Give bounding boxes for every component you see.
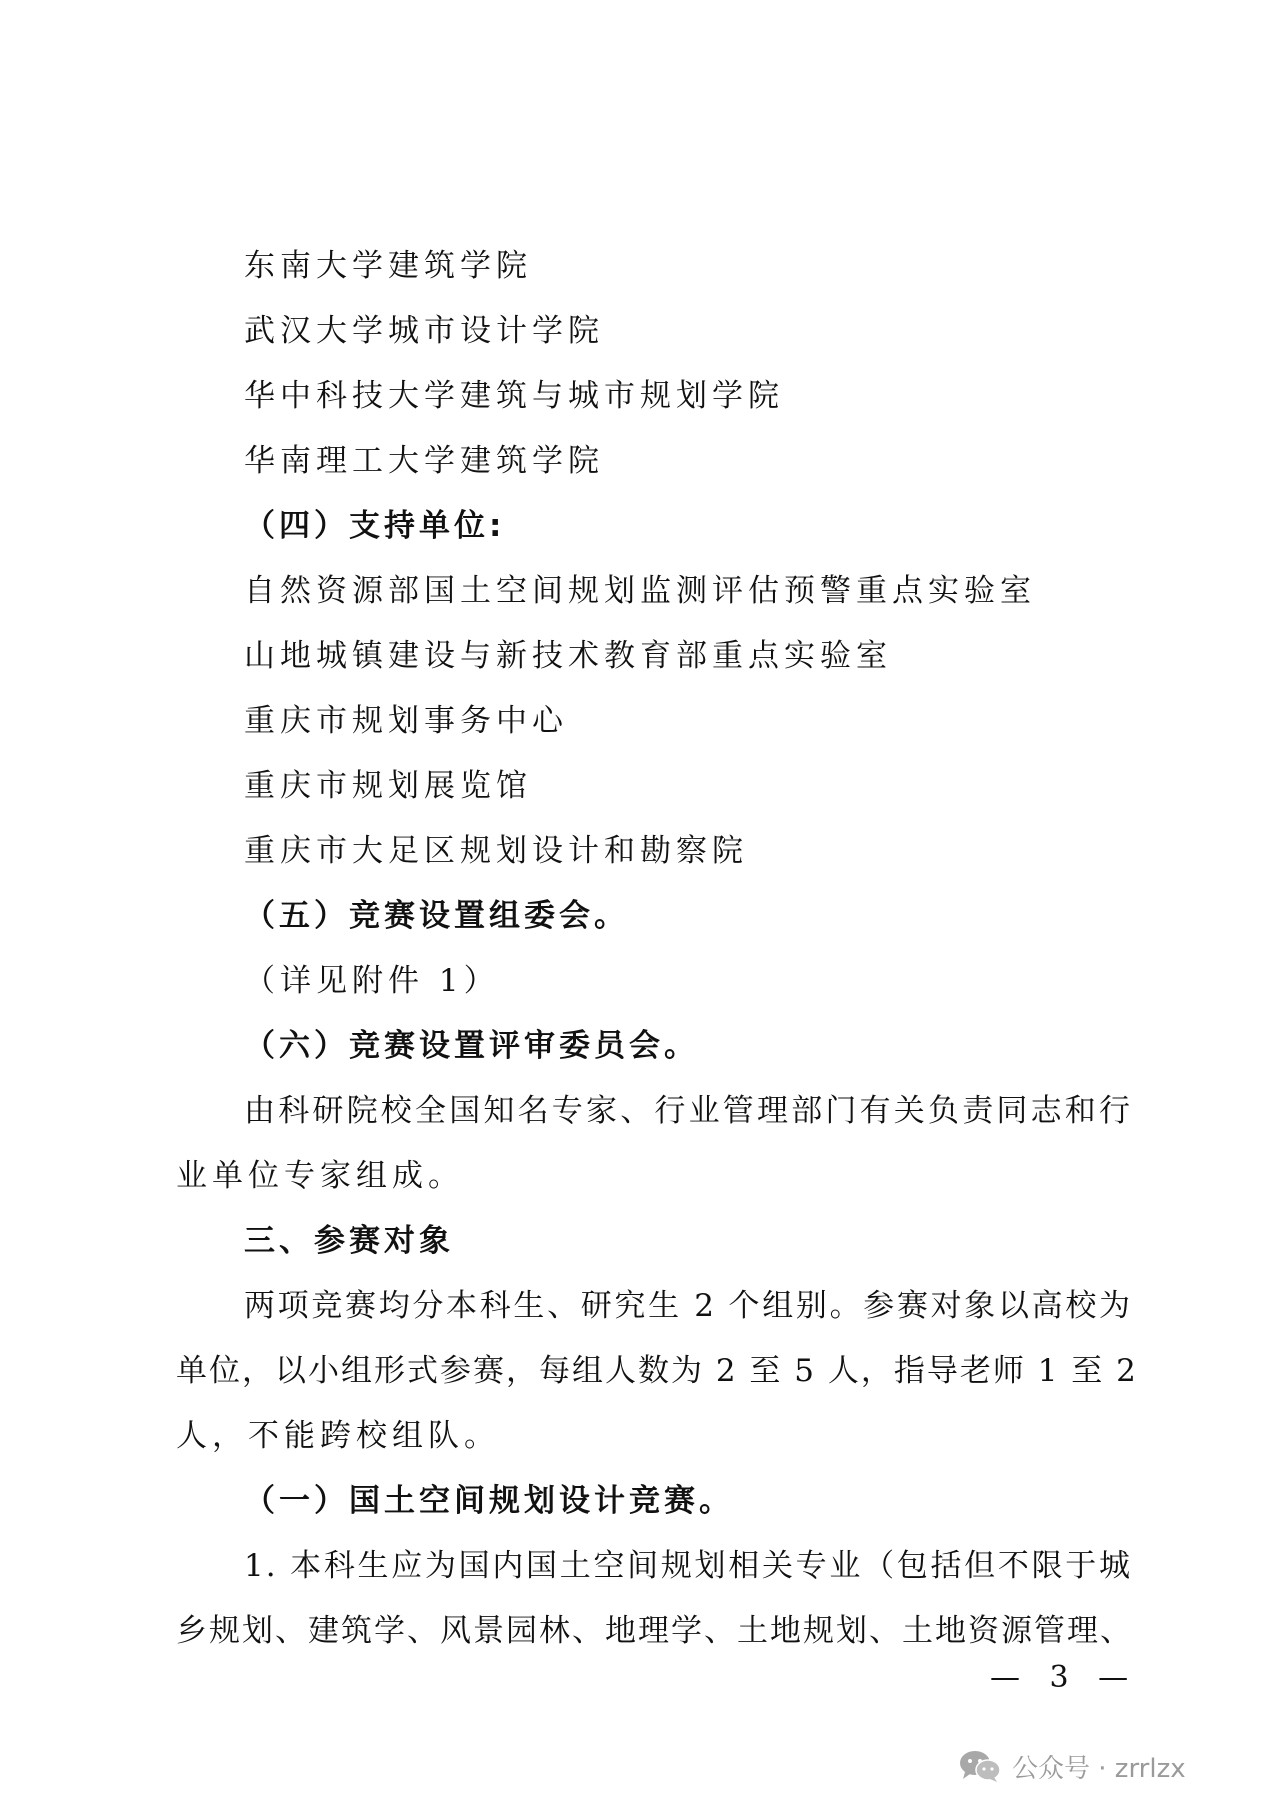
watermark: [958, 1748, 1186, 1784]
section-heading: （一）国土空间规划设计竞赛。: [244, 1483, 734, 1519]
text-line: 华南理工大学建筑学院: [244, 443, 604, 479]
text-line: （详见附件 1）: [244, 963, 500, 999]
text-line: 东南大学建筑学院: [244, 248, 532, 284]
paragraph-line: 由科研院校全国知名专家、行业管理部门有关负责同志和行: [244, 1093, 1132, 1129]
text-line: 武汉大学城市设计学院: [244, 313, 604, 349]
text-line: 华中科技大学建筑与城市规划学院: [244, 378, 784, 414]
paragraph-line: 1. 本科生应为国内国土空间规划相关专业（包括但不限于城: [244, 1548, 1132, 1584]
paragraph-line: 人，不能跨校组队。: [176, 1418, 500, 1454]
chapter-heading: 三、参赛对象: [244, 1223, 454, 1259]
section-heading: （四）支持单位:: [244, 508, 506, 544]
paragraph-line: 两项竞赛均分本科生、研究生 2 个组别。参赛对象以高校为: [244, 1288, 1132, 1324]
page-number: — 3 —: [990, 1660, 1139, 1695]
wechat-icon: [958, 1749, 1002, 1783]
section-heading: （六）竞赛设置评审委员会。: [244, 1028, 699, 1064]
text-line: 重庆市规划展览馆: [244, 768, 532, 804]
text-line: 重庆市规划事务中心: [244, 703, 568, 739]
text-line: 山地城镇建设与新技术教育部重点实验室: [244, 638, 892, 674]
section-heading: （五）竞赛设置组委会。: [244, 898, 629, 934]
text-line: 重庆市大足区规划设计和勘察院: [244, 833, 748, 869]
watermark-text: 公众号 · zrrlzx: [1012, 1753, 1186, 1784]
paragraph-line: 业单位专家组成。: [176, 1158, 464, 1194]
paragraph-line: 单位，以小组形式参赛，每组人数为 2 至 5 人，指导老师 1 至 2: [176, 1353, 1138, 1389]
paragraph-line: 乡规划、建筑学、风景园林、地理学、土地规划、土地资源管理、: [176, 1613, 1133, 1649]
text-line: 自然资源部国土空间规划监测评估预警重点实验室: [244, 573, 1036, 609]
